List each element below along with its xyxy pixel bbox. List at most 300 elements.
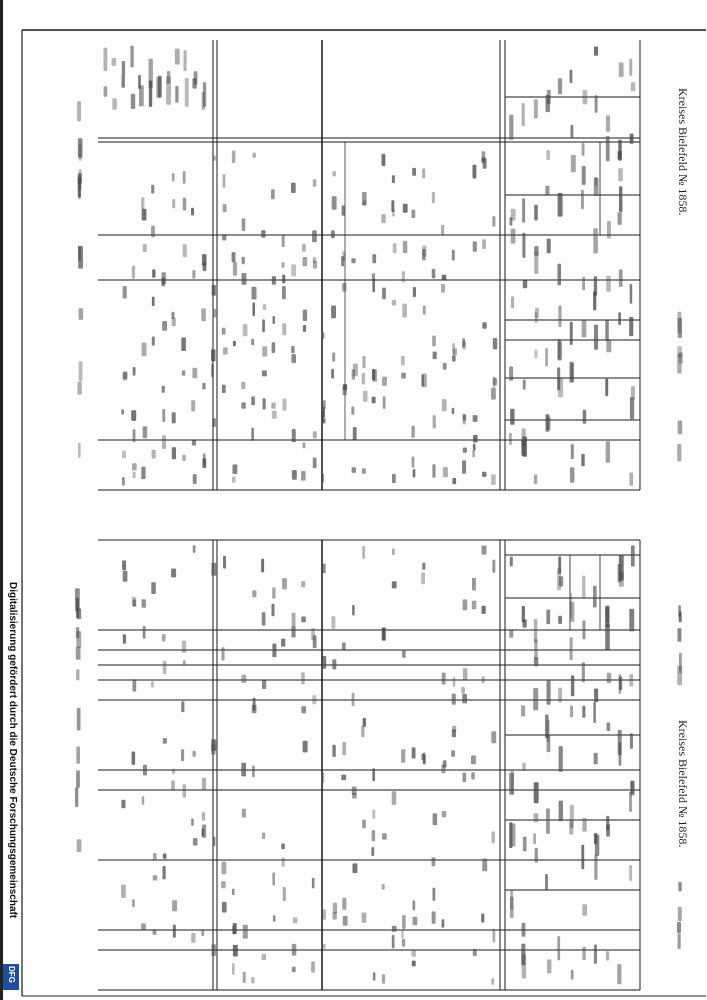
illegible-mark: [341, 775, 346, 781]
illegible-mark: [605, 320, 609, 341]
illegible-mark: [333, 903, 337, 914]
illegible-mark: [463, 599, 468, 610]
illegible-mark: [443, 467, 448, 477]
illegible-mark: [143, 626, 146, 639]
illegible-mark: [262, 612, 266, 625]
illegible-mark: [281, 844, 285, 850]
illegible-mark: [351, 407, 354, 415]
illegible-mark: [233, 262, 237, 276]
illegible-mark: [152, 337, 155, 346]
illegible-mark: [463, 668, 468, 680]
illegible-mark: [252, 287, 257, 300]
illegible-mark: [141, 467, 145, 479]
illegible-mark: [594, 855, 597, 880]
illegible-mark: [402, 939, 405, 947]
illegible-mark: [546, 95, 550, 112]
illegible-mark: [232, 477, 236, 483]
illegible-mark: [422, 168, 425, 178]
illegible-mark: [152, 297, 155, 307]
illegible-mark: [534, 252, 538, 274]
illegible-mark: [293, 917, 298, 923]
illegible-mark: [521, 705, 525, 716]
illegible-mark: [482, 472, 487, 477]
illegible-mark: [292, 429, 296, 442]
illegible-mark: [171, 781, 175, 790]
illegible-mark: [511, 229, 516, 244]
illegible-mark: [292, 354, 297, 363]
illegible-mark: [182, 455, 186, 461]
illegible-mark: [452, 694, 456, 705]
illegible-mark: [471, 772, 475, 779]
illegible-mark: [130, 46, 133, 68]
illegible-mark: [605, 624, 610, 650]
illegible-mark: [382, 833, 387, 840]
illegible-mark: [162, 634, 166, 641]
illegible-mark: [402, 271, 405, 282]
illegible-mark: [301, 581, 305, 587]
illegible-mark: [401, 356, 405, 366]
illegible-mark: [678, 933, 681, 949]
illegible-mark: [482, 322, 486, 329]
illegible-mark: [184, 50, 187, 71]
illegible-mark: [263, 398, 266, 409]
illegible-mark: [123, 372, 128, 380]
illegible-mark: [679, 653, 682, 674]
illegible-mark: [432, 336, 436, 347]
illegible-mark: [441, 284, 445, 293]
illegible-mark: [142, 343, 147, 357]
illegible-mark: [593, 291, 596, 310]
illegible-mark: [421, 753, 424, 760]
illegible-mark: [123, 286, 127, 299]
illegible-mark: [534, 813, 539, 822]
illegible-mark: [491, 978, 494, 984]
illegible-mark: [313, 458, 317, 469]
illegible-mark: [77, 101, 81, 121]
illegible-mark: [242, 273, 247, 285]
illegible-mark: [582, 818, 586, 832]
illegible-mark: [381, 214, 385, 223]
illegible-mark: [171, 569, 176, 578]
illegible-mark: [332, 659, 336, 669]
illegible-mark: [212, 944, 216, 956]
illegible-mark: [432, 464, 435, 478]
illegible-mark: [363, 718, 366, 727]
illegible-mark: [172, 447, 176, 459]
illegible-mark: [546, 808, 550, 834]
illegible-mark: [619, 63, 624, 78]
illegible-mark: [183, 198, 186, 211]
illegible-mark: [461, 687, 465, 693]
illegible-mark: [78, 443, 81, 458]
illegible-mark: [522, 606, 525, 622]
illegible-mark: [251, 977, 254, 983]
illegible-mark: [678, 628, 682, 642]
illegible-mark: [242, 218, 246, 231]
illegible-mark: [162, 277, 165, 286]
illegible-mark: [262, 680, 266, 689]
illegible-mark: [472, 450, 475, 457]
illegible-mark: [382, 884, 385, 890]
illegible-mark: [619, 555, 624, 581]
illegible-mark: [131, 94, 135, 109]
illegible-mark: [582, 576, 585, 599]
illegible-mark: [212, 285, 216, 296]
illegible-mark: [79, 144, 82, 161]
illegible-mark: [451, 750, 455, 756]
illegible-mark: [473, 415, 478, 422]
illegible-mark: [583, 410, 587, 424]
illegible-mark: [473, 435, 478, 443]
illegible-mark: [482, 859, 487, 872]
illegible-mark: [619, 186, 622, 212]
illegible-mark: [141, 923, 146, 930]
illegible-mark: [76, 747, 80, 764]
illegible-mark: [211, 739, 216, 751]
illegible-mark: [570, 593, 573, 618]
illegible-mark: [252, 766, 255, 778]
illegible-mark: [313, 635, 317, 648]
illegible-mark: [631, 82, 636, 91]
illegible-mark: [442, 275, 447, 280]
illegible-mark: [534, 99, 538, 118]
illegible-mark: [292, 944, 297, 956]
illegible-mark: [509, 433, 512, 445]
illegible-mark: [412, 457, 415, 468]
illegible-mark: [241, 382, 245, 389]
illegible-mark: [352, 369, 355, 379]
illegible-mark: [132, 463, 137, 470]
illegible-mark: [192, 78, 196, 88]
illegible-mark: [352, 793, 357, 799]
illegible-mark: [341, 256, 344, 266]
illegible-mark: [581, 845, 584, 870]
illegible-mark: [535, 312, 538, 323]
illegible-mark: [322, 332, 325, 339]
illegible-mark: [282, 262, 285, 268]
illegible-mark: [273, 316, 276, 324]
illegible-mark: [162, 386, 165, 393]
illegible-mark: [381, 154, 385, 166]
illegible-mark: [143, 426, 148, 438]
illegible-mark: [607, 723, 611, 732]
illegible-mark: [132, 752, 136, 765]
illegible-mark: [606, 824, 610, 836]
illegible-mark: [491, 388, 496, 400]
illegible-mark: [392, 300, 396, 306]
illegible-mark: [181, 701, 184, 712]
illegible-mark: [193, 751, 196, 757]
illegible-mark: [104, 86, 108, 97]
illegible-mark: [212, 418, 216, 427]
illegible-mark: [153, 875, 158, 880]
illegible-mark: [619, 674, 622, 694]
illegible-mark: [313, 179, 317, 186]
illegible-mark: [392, 548, 395, 555]
illegible-mark: [213, 156, 216, 161]
illegible-mark: [202, 383, 205, 390]
illegible-mark: [78, 246, 83, 269]
illegible-mark: [606, 340, 611, 352]
illegible-mark: [558, 688, 562, 703]
illegible-mark: [509, 115, 513, 140]
illegible-mark: [173, 925, 176, 938]
illegible-mark: [262, 954, 266, 960]
illegible-mark: [535, 350, 538, 358]
illegible-mark: [331, 369, 334, 379]
illegible-mark: [533, 688, 538, 710]
illegible-mark: [452, 355, 456, 361]
illegible-mark: [351, 258, 355, 263]
illegible-mark: [79, 177, 82, 191]
illegible-mark: [322, 564, 325, 574]
illegible-mark: [594, 833, 597, 844]
illegible-mark: [233, 464, 238, 474]
illegible-mark: [629, 865, 632, 881]
illegible-mark: [557, 936, 560, 960]
illegible-mark: [251, 339, 254, 345]
illegible-mark: [545, 348, 548, 366]
illegible-mark: [492, 831, 496, 843]
illegible-mark: [362, 820, 366, 829]
illegible-mark: [571, 125, 574, 138]
illegible-mark: [192, 270, 195, 279]
illegible-mark: [629, 609, 634, 632]
illegible-mark: [442, 673, 446, 685]
illegible-mark: [222, 902, 227, 913]
illegible-mark: [183, 171, 186, 184]
illegible-mark: [202, 829, 205, 837]
illegible-mark: [547, 239, 551, 254]
illegible-mark: [593, 702, 596, 723]
illegible-mark: [321, 474, 324, 483]
illegible-mark: [192, 368, 197, 379]
illegible-mark: [322, 944, 326, 949]
illegible-mark: [618, 168, 623, 181]
illegible-mark: [282, 286, 286, 299]
illegible-mark: [523, 380, 526, 390]
illegible-mark: [617, 964, 621, 984]
illegible-mark: [152, 269, 155, 277]
illegible-mark: [619, 742, 622, 765]
illegible-mark: [452, 408, 455, 415]
illegible-mark: [282, 578, 287, 589]
illegible-mark: [183, 784, 186, 798]
illegible-mark: [372, 397, 376, 404]
illegible-mark: [558, 193, 563, 217]
illegible-mark: [221, 862, 226, 875]
illegible-mark: [252, 705, 257, 713]
illegible-mark: [363, 391, 368, 402]
illegible-mark: [582, 662, 585, 682]
illegible-mark: [352, 693, 355, 707]
illegible-mark: [392, 175, 395, 183]
illegible-mark: [678, 605, 681, 617]
illegible-mark: [202, 92, 205, 110]
illegible-mark: [232, 889, 235, 895]
illegible-mark: [482, 546, 487, 555]
illegible-mark: [282, 857, 285, 866]
dfg-logo-text: DFG: [7, 966, 16, 983]
illegible-mark: [141, 197, 144, 209]
illegible-mark: [411, 426, 414, 438]
illegible-mark: [594, 325, 598, 350]
illegible-mark: [570, 637, 573, 660]
illegible-mark: [606, 951, 609, 961]
illegible-mark: [332, 745, 335, 757]
illegible-mark: [558, 264, 562, 286]
illegible-mark: [211, 349, 216, 361]
illegible-mark: [570, 706, 573, 718]
illegible-mark: [595, 95, 598, 113]
illegible-mark: [678, 421, 683, 435]
illegible-mark: [392, 474, 396, 483]
illegible-mark: [303, 443, 306, 449]
illegible-mark: [606, 276, 611, 292]
illegible-mark: [211, 364, 214, 377]
illegible-mark: [122, 560, 126, 570]
table-title-top: Kreises Bielefeld № 1858.: [676, 88, 690, 216]
illegible-mark: [629, 674, 633, 686]
illegible-mark: [453, 677, 456, 686]
illegible-mark: [233, 923, 237, 934]
illegible-mark: [473, 444, 476, 451]
illegible-mark: [582, 277, 585, 290]
illegible-mark: [182, 641, 186, 653]
digitization-credit: Digitalisierung gefördert durch die Deutsche Forschungsgemeinschaft: [7, 582, 18, 919]
illegible-mark: [546, 150, 550, 160]
illegible-mark: [521, 944, 525, 966]
illegible-mark: [452, 478, 456, 484]
illegible-mark: [392, 935, 395, 948]
illegible-mark: [193, 545, 196, 553]
illegible-mark: [185, 78, 189, 107]
illegible-mark: [281, 639, 285, 647]
illegible-mark: [203, 263, 207, 272]
illegible-mark: [630, 397, 634, 419]
illegible-mark: [583, 90, 588, 105]
illegible-mark: [492, 216, 495, 226]
illegible-mark: [212, 837, 215, 847]
illegible-mark: [534, 782, 539, 803]
illegible-mark: [272, 342, 276, 353]
illegible-mark: [571, 970, 574, 980]
illegible-mark: [482, 606, 486, 614]
illegible-mark: [191, 400, 195, 411]
illegible-mark: [559, 801, 563, 822]
illegible-mark: [222, 234, 226, 240]
illegible-mark: [303, 741, 308, 753]
illegible-mark: [282, 275, 285, 284]
illegible-mark: [323, 909, 327, 919]
illegible-mark: [79, 361, 83, 381]
illegible-mark: [629, 59, 632, 76]
illegible-mark: [559, 576, 563, 586]
illegible-mark: [282, 399, 286, 411]
illegible-mark: [243, 972, 246, 984]
illegible-mark: [342, 283, 346, 292]
illegible-mark: [463, 415, 467, 421]
illegible-mark: [433, 888, 436, 901]
illegible-mark: [472, 601, 477, 610]
illegible-mark: [332, 353, 335, 362]
illegible-mark: [312, 230, 317, 242]
illegible-mark: [522, 763, 525, 771]
illegible-mark: [371, 847, 374, 856]
illegible-mark: [221, 881, 226, 888]
illegible-mark: [482, 239, 486, 249]
illegible-mark: [232, 151, 236, 163]
illegible-mark: [629, 317, 633, 336]
illegible-mark: [618, 151, 622, 160]
illegible-mark: [262, 833, 265, 840]
illegible-mark: [332, 616, 336, 628]
illegible-mark: [432, 857, 436, 866]
illegible-mark: [242, 809, 246, 818]
illegible-mark: [571, 155, 576, 172]
illegible-mark: [422, 563, 425, 570]
illegible-mark: [151, 185, 154, 194]
illegible-mark: [493, 929, 496, 943]
illegible-mark: [535, 848, 538, 863]
illegible-mark: [545, 186, 549, 196]
illegible-mark: [291, 626, 295, 637]
illegible-mark: [481, 914, 484, 923]
illegible-mark: [191, 933, 195, 943]
illegible-mark: [272, 644, 276, 658]
illegible-mark: [272, 604, 275, 617]
illegible-mark: [558, 341, 562, 360]
illegible-mark: [152, 450, 156, 459]
illegible-mark: [261, 559, 264, 573]
illegible-mark: [509, 366, 513, 380]
illegible-mark: [510, 897, 514, 918]
illegible-mark: [251, 428, 254, 441]
illegible-mark: [606, 136, 610, 161]
illegible-mark: [321, 772, 324, 783]
illegible-mark: [193, 474, 197, 484]
illegible-mark: [412, 950, 416, 957]
illegible-mark: [151, 582, 156, 594]
illegible-mark: [78, 382, 82, 395]
illegible-mark: [272, 873, 275, 886]
illegible-mark: [172, 173, 175, 182]
illegible-mark: [172, 900, 177, 911]
illegible-mark: [391, 200, 394, 212]
illegible-mark: [133, 429, 136, 442]
illegible-mark: [77, 839, 82, 852]
illegible-mark: [133, 599, 137, 606]
illegible-mark: [253, 303, 256, 317]
illegible-mark: [582, 620, 585, 639]
illegible-mark: [75, 787, 78, 807]
illegible-mark: [482, 676, 485, 683]
illegible-mark: [162, 435, 166, 449]
illegible-mark: [570, 805, 574, 829]
illegible-mark: [183, 244, 187, 257]
illegible-mark: [546, 610, 550, 625]
illegible-mark: [153, 929, 157, 935]
illegible-mark: [342, 898, 346, 910]
illegible-mark: [582, 143, 585, 156]
illegible-mark: [471, 755, 476, 764]
illegible-mark: [558, 305, 561, 327]
illegible-mark: [511, 297, 514, 309]
illegible-mark: [545, 715, 549, 739]
illegible-mark: [262, 346, 267, 356]
illegible-mark: [201, 308, 206, 321]
illegible-mark: [183, 660, 186, 665]
